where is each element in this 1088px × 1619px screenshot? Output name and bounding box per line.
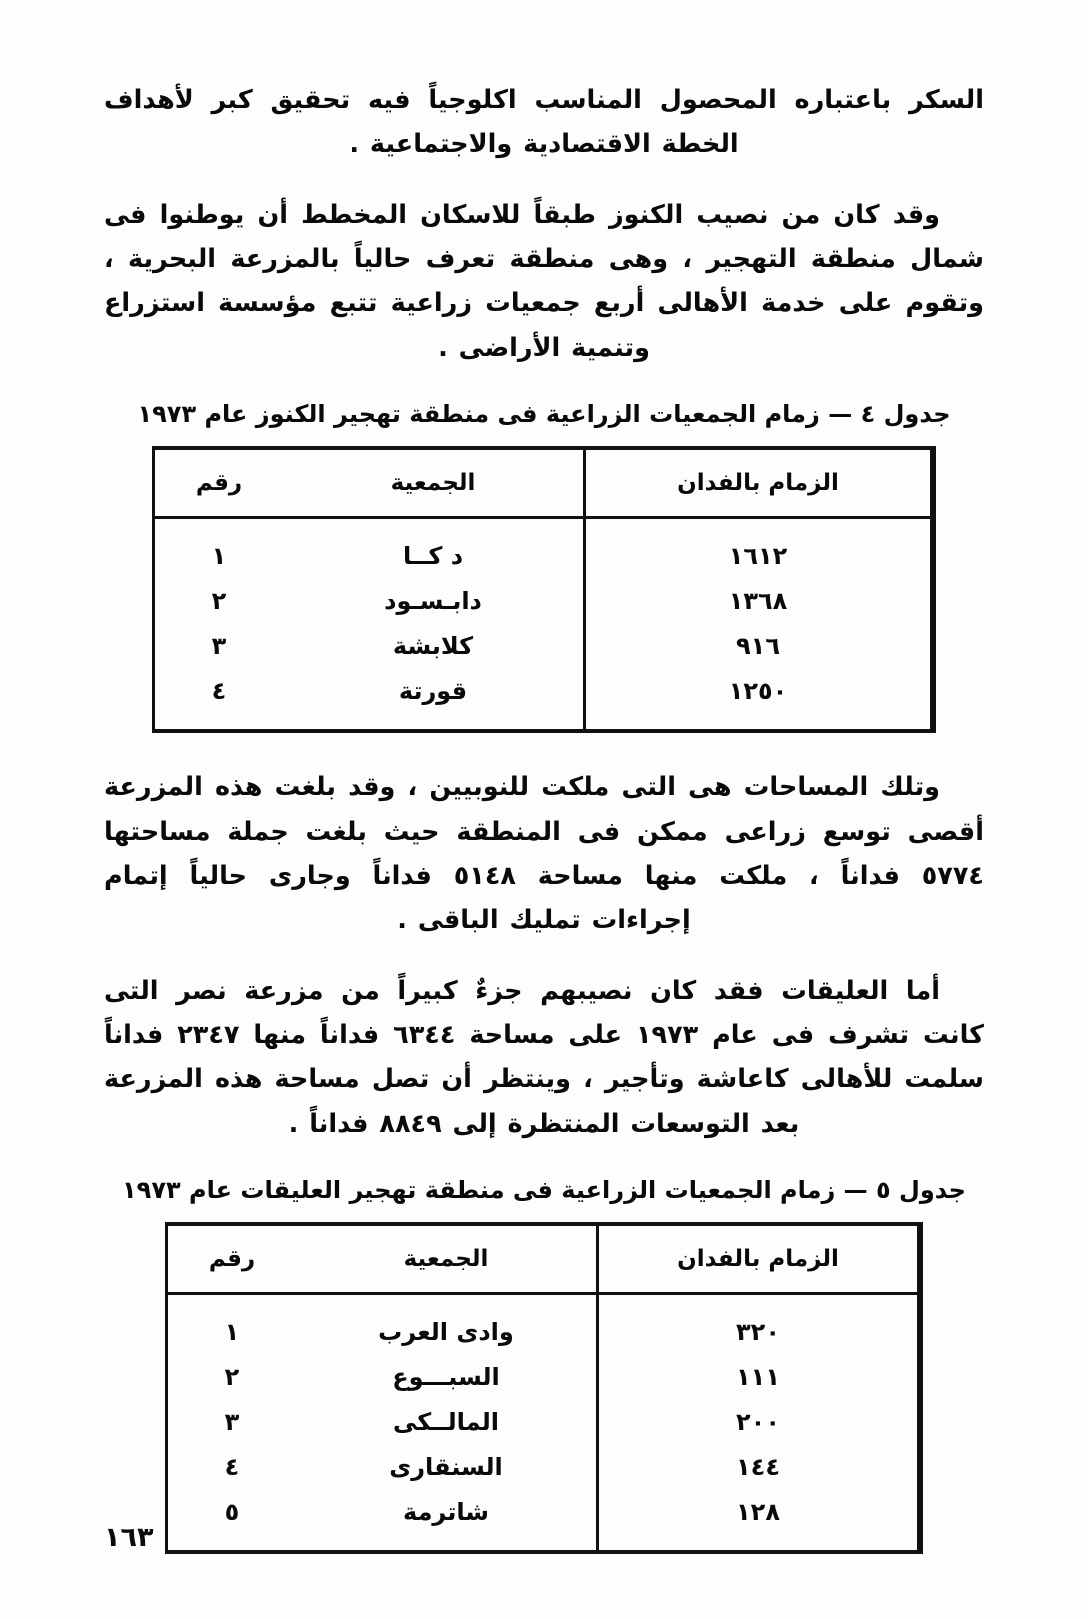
table-row <box>155 518 932 579</box>
table-4-head <box>155 450 932 518</box>
table-4-cell-number: ٢ <box>211 586 227 615</box>
table-row <box>168 1444 919 1489</box>
paragraph-1: السكر باعتباره المحصول المناسب اكلوجياً فيه تحقيق كبر لأهداف الخطة الاقتصادية والاجتماعية . <box>104 85 984 160</box>
table-4-header-number: رقم <box>155 450 283 518</box>
table-4-cell-association: دابـسـود <box>283 578 585 623</box>
table-5-cell-number: ٥ <box>224 1497 240 1526</box>
table-4-header-association: الجمعية <box>283 450 585 518</box>
table-5-header-number: رقم <box>168 1226 296 1294</box>
table-4-cell-number: ١ <box>211 541 227 570</box>
table-5-cell-number: ٢ <box>224 1362 240 1391</box>
table-5-cell-area: ٢٠٠ <box>598 1399 919 1444</box>
table-4-cell-area: ١٢٥٠ <box>585 668 932 729</box>
table-5-body <box>168 1294 919 1551</box>
table-5-cell-association: شاترمة <box>296 1489 598 1550</box>
table-5-caption: جدول ٥ — زمام الجمعيات الزراعية فى منطقة تهجير العليقات عام ١٩٧٣ <box>122 1176 966 1205</box>
table-5-head <box>168 1226 919 1294</box>
paragraph-4: أما العليقات فقد كان نصيبهم جزءٌ كبيراً من مزرعة نصر التى كانت تشرف فى عام ١٩٧٣ على مساحة ٦٣٤٤ فداناً منها ٢٣٤٧ فداناً سلمت للأهالى كاعاشة وتأجير ، وينتظر أن تصل مساحة هذه المزرعة بعد التوسعات المنتظرة إلى ٨٨٤٩ فداناً . <box>104 975 984 1139</box>
paragraph-3: وتلك المساحات هى التى ملكت للنوبيين ، وقد بلغت هذه المزرعة أقصى توسع زراعى ممكن فى المنطقة حيث بلغت جملة مساحتها ٥٧٧٤ فداناً ، ملكت منها مساحة ٥١٤٨ فداناً وجارى حالياً إتمام إجراءات تمليك الباقى . <box>104 772 984 936</box>
paragraph-2: وقد كان من نصيب الكنوز طبقاً للاسكان المخطط أن يوطنوا فى شمال منطقة التهجير ، وهى منطقة تعرف حالياً بالمزرعة البحرية ، وتقوم على خدمة الأهالى أربع جمعيات زراعية تتبع مؤسسة استزراع وتنمية الأراضى . <box>104 199 984 363</box>
table-row <box>155 623 932 668</box>
table-5-cell-association: وادى العرب <box>296 1294 598 1355</box>
table-5-cell-area: ٣٢٠ <box>598 1294 919 1355</box>
table-5-cell-association: السنقارى <box>296 1444 598 1489</box>
table-row <box>168 1399 919 1444</box>
table-4-header-row <box>155 450 932 518</box>
table-5-header-row <box>168 1226 919 1294</box>
table-row <box>168 1354 919 1399</box>
table-4-cell-association: د كــا <box>283 518 585 579</box>
table-5-cell-area: ١١١ <box>598 1354 919 1399</box>
table-4-body <box>155 518 932 730</box>
table-5 <box>168 1226 920 1550</box>
table-row <box>168 1489 919 1550</box>
page-number: ١٦٣ <box>104 1522 154 1553</box>
table-5-header-area: الزمام بالفدان <box>598 1226 919 1294</box>
table-4-cell-area: ٩١٦ <box>585 623 932 668</box>
table-row <box>168 1294 919 1355</box>
table-5-frame <box>165 1222 923 1554</box>
table-4-cell-association: كلابشة <box>283 623 585 668</box>
table-row <box>155 578 932 623</box>
table-5-cell-association: المالــكى <box>296 1399 598 1444</box>
table-5-header-association: الجمعية <box>296 1226 598 1294</box>
table-5-cell-area: ١٤٤ <box>598 1444 919 1489</box>
table-4-cell-number: ٤ <box>211 676 227 705</box>
table-5-cell-number: ١ <box>224 1317 240 1346</box>
table-5-cell-number: ٣ <box>224 1407 240 1436</box>
table-4-cell-area: ١٣٦٨ <box>585 578 932 623</box>
spacer <box>104 733 984 743</box>
table-4-header-area: الزمام بالفدان <box>585 450 932 518</box>
page-content <box>104 78 984 1554</box>
table-4-cell-association: قورتة <box>283 668 585 729</box>
table-5-cell-association: السبـــوع <box>296 1354 598 1399</box>
table-5-cell-area: ١٢٨ <box>598 1489 919 1550</box>
table-4 <box>155 450 933 729</box>
table-4-caption: جدول ٤ — زمام الجمعيات الزراعية فى منطقة تهجير الكنوز عام ١٩٧٣ <box>137 400 951 429</box>
table-5-cell-number: ٤ <box>224 1452 240 1481</box>
table-row <box>155 668 932 729</box>
table-4-cell-number: ٣ <box>211 631 227 660</box>
table-4-frame <box>152 446 936 733</box>
table-4-cell-area: ١٦١٢ <box>585 518 932 579</box>
